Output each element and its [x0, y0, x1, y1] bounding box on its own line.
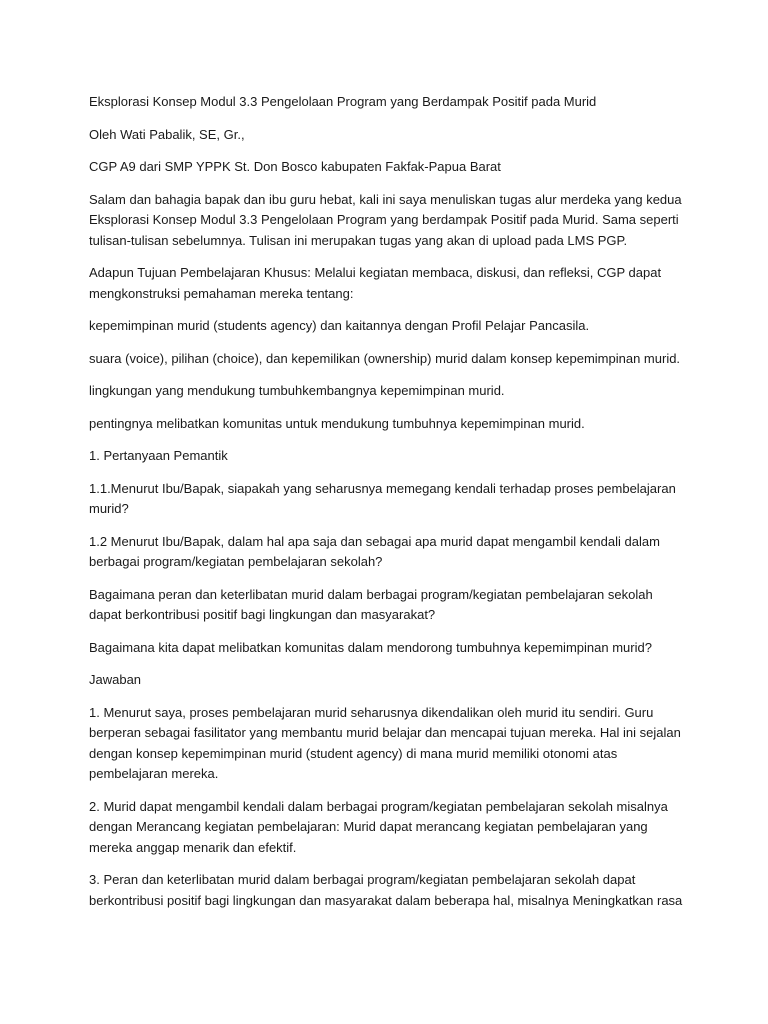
document-affiliation: CGP A9 dari SMP YPPK St. Don Bosco kabupaten Fakfak-Papua Barat: [89, 159, 501, 174]
intro-paragraph: Salam dan bahagia bapak dan ibu guru hebat, kali ini saya menuliskan tugas alur merdeka yang kedua Eksplorasi Konsep Modul 3.3 Pengelolaan Program yang berdampak Positif pada Murid. Sama seperti tulisan-tulisan sebelumnya. Tulisan ini merupakan tugas yang akan di upload pada LMS PGP.: [89, 191, 682, 248]
objective-item: pentingnya melibatkan komunitas untuk mendukung tumbuhnya kepemimpinan murid.: [89, 415, 585, 431]
objective-item: lingkungan yang mendukung tumbuhkembangnya kepemimpinan murid.: [89, 383, 505, 398]
question-item: Bagaimana peran dan keterlibatan murid dalam berbagai program/kegiatan pembelajaran sekolah dapat berkontribusi positif bagi lingkungan dan masyarakat?: [89, 586, 653, 622]
answer-item: 1. Menurut saya, proses pembelajaran murid seharusnya dikendalikan oleh murid itu sendiri. Guru berperan sebagai fasilitator yang membantu murid belajar dan mencapai tujuan mereka. Hal ini sejalan dengan konsep kepemimpinan murid (student agency) di mana murid memiliki otonomi atas pembelajaran mereka.: [89, 704, 681, 781]
question-item: 1.1.Menurut Ibu/Bapak, siapakah yang seharusnya memegang kendali terhadap proses pembelajaran murid?: [89, 480, 676, 516]
document-title: Eksplorasi Konsep Modul 3.3 Pengelolaan Program yang Berdampak Positif pada Murid: [89, 94, 597, 109]
question-item: 1.2 Menurut Ibu/Bapak, dalam hal apa saja dan sebagai apa murid dapat mengambil kendali dalam berbagai program/kegiatan pembelajaran sekolah?: [89, 533, 660, 569]
section-heading-jawaban: Jawaban: [89, 672, 142, 687]
objective-item: kepemimpinan murid (students agency) dan kaitannya dengan Profil Pelajar Pancasila.: [89, 318, 590, 333]
document-author: Oleh Wati Pabalik, SE, Gr.,: [89, 126, 245, 142]
section-heading-pertanyaan: 1. Pertanyaan Pemantik: [89, 448, 228, 463]
document-page: [89, 92, 685, 923]
question-item: Bagaimana kita dapat melibatkan komunitas dalam mendorong tumbuhnya kepemimpinan murid?: [89, 639, 652, 655]
learning-objective-paragraph: Adapun Tujuan Pembelajaran Khusus: Melalui kegiatan membaca, diskusi, dan refleksi, CGP dapat mengkonstruksi pemahaman mereka tentang:: [89, 265, 662, 301]
answer-item: 3. Peran dan keterlibatan murid dalam berbagai program/kegiatan pembelajaran sekolah dapat berkontribusi positif bagi lingkungan dan masyarakat dalam beberapa hal, misalnya Meningkatkan rasa: [89, 872, 683, 908]
answer-item: 2. Murid dapat mengambil kendali dalam berbagai program/kegiatan pembelajaran sekolah misalnya dengan Merancang kegiatan pembelajaran: Murid dapat merancang kegiatan pembelajaran yang mereka anggap menarik dan efektif.: [89, 798, 668, 855]
objective-item: suara (voice), pilihan (choice), dan kepemilikan (ownership) murid dalam konsep kepemimpinan murid.: [89, 350, 681, 366]
